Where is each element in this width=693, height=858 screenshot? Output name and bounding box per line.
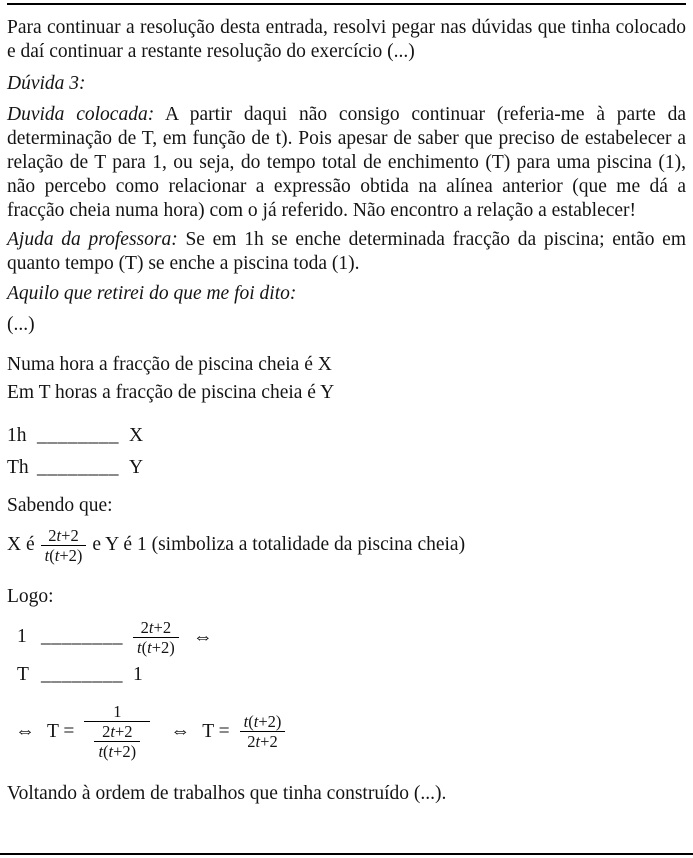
proportion-right-x: X [129,425,144,446]
fraction-denominator: t(t+2) [94,741,140,761]
bottom-rule [0,853,693,855]
teacher-help-text: Se em 1h se enche determinada fracção da piscina; então em quanto tempo (T) se enche a piscina toda (1). [7,229,686,274]
teacher-help-paragraph [7,228,686,276]
equivalence-arrow-icon: ⇔ [192,626,213,648]
statements-block [7,351,686,407]
proportion-row-th [7,452,686,484]
equation-lhs: T = [47,720,75,742]
logo-row2-dashes: ________ [41,664,123,685]
fraction-denominator: 2t+2 [240,731,286,751]
fraction-denominator [84,721,150,761]
fraction-denominator: t(t+2) [41,545,87,565]
fraction-numerator: 2t+2 [140,617,172,637]
doubt3-heading: Dúvida 3: [7,73,86,94]
logo-proportion-row2 [17,660,686,690]
equation-lhs: T = [202,720,230,742]
logo-row1-dashes: ________ [41,626,123,647]
intro-paragraph: Para continuar a resolução desta entrada, resolvi pegar nas dúvidas que tinha colocado e daí continuar a restante resolução do exercício (...) [7,17,686,62]
ellipsis-line: (...) [7,314,35,335]
equivalence-arrow-icon: ⇔ [170,720,191,742]
placed-doubt-text: A partir daqui não consigo continuar (referia-me à parte da determinação de T, em função de t). Pois apesar de saber que preciso de estabelecer a relação de T para 1, ou seja, do tempo total de enchimento (T) para uma piscina (1), não percebo como relacionar a expressão obtida na alínea anterior (que me dá a fracção cheia numa hora) com o já referido. Não encontro a relação a establecer! [7,104,686,221]
fraction-numerator: t(t+2) [243,712,282,731]
proportion-right-y: Y [129,457,144,478]
proportion-left-th: Th [7,457,29,478]
statement-t-hours: Em T horas a fracção de piscina cheia é Y [7,382,335,403]
x-definition-post: e Y é 1 (simboliza a totalidade da piscina cheia) [92,533,466,555]
fraction-numerator: 2t+2 [102,722,133,741]
teacher-help-label: Ajuda da professora: [7,229,178,250]
equation-line [7,702,686,761]
logo-row1-fraction [133,618,179,657]
logo-row2-left: T [17,664,29,685]
equivalence-arrow-icon: ⇔ [15,720,35,742]
logo-heading: Logo: [7,586,54,607]
takeaway-heading: Aquilo que retirei do que me foi dito: [7,283,297,304]
proportion-dashes: ________ [37,425,119,446]
result-fraction [240,712,286,751]
fraction-numerator: 1 [113,702,122,721]
simple-proportion-block [7,420,686,484]
top-rule [7,3,686,5]
proportion-dashes: ________ [37,457,119,478]
closing-paragraph: Voltando à ordem de trabalhos que tinha construído (...). [7,783,447,804]
proportion-row-1h [7,420,686,452]
proportion-left-1h: 1h [7,425,27,446]
x-fraction [41,526,87,565]
logo-proportion-block [7,614,686,690]
logo-row1-left: 1 [17,626,27,647]
inner-fraction [94,722,140,761]
logo-proportion-row1 [17,614,686,660]
statement-one-hour: Numa hora a fracção de piscina cheia é X [7,354,332,375]
fraction-numerator: 2t+2 [48,526,79,545]
placed-doubt-label: Duvida colocada: [7,104,155,125]
big-fraction [84,702,150,761]
x-definition-line [7,526,686,565]
knowing-heading: Sabendo que: [7,495,113,516]
placed-doubt-paragraph [7,103,686,223]
fraction-denominator: t(t+2) [133,637,179,657]
logo-row2-right: 1 [133,664,143,685]
x-definition-pre: X é [7,533,35,555]
